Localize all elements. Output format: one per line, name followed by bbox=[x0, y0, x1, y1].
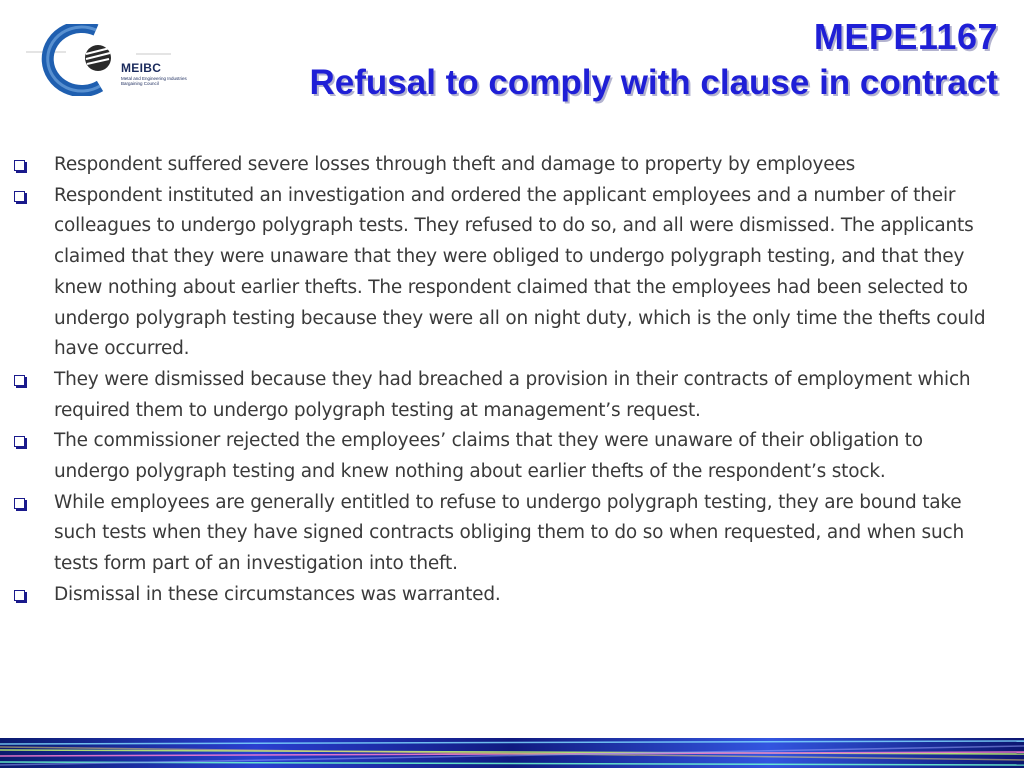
title-code: MEPE1167 bbox=[813, 16, 998, 57]
title-main: Refusal to comply with clause in contract bbox=[309, 63, 998, 102]
list-item bbox=[12, 365, 987, 426]
checkbox-bullet-icon bbox=[14, 590, 25, 601]
logo-name: MEIBC bbox=[121, 61, 162, 75]
checkbox-bullet-icon bbox=[14, 191, 25, 202]
checkbox-bullet-icon bbox=[14, 436, 25, 447]
meibc-logo bbox=[26, 24, 187, 96]
bullet-text: While employees are generally entitled to refuse to undergo polygraph testing, they are bound take such tests when they have signed contracts obliging them to do so when requested, and when such tests form part of an investigation into theft. bbox=[54, 491, 965, 575]
decorative-footer-band bbox=[0, 738, 1024, 768]
bullet-text: The commissioner rejected the employees’ claims that they were unaware of their obligation to undergo polygraph testing and knew nothing about earlier thefts of the respondent’s stock. bbox=[54, 430, 923, 483]
logo-subtitle: Metal and Engineering Industries Bargaining Council bbox=[121, 76, 187, 86]
list-item bbox=[12, 181, 987, 365]
footer-band-graphic bbox=[0, 738, 1024, 768]
slide-title bbox=[310, 14, 998, 106]
bullet-text: Respondent instituted an investigation and ordered the applicant employees and a number of their colleagues to undergo polygraph tests. They refused to do so, and all were dismissed. The applicants claimed that they were unaware that they were obliged to undergo polygraph testing, and that they knew nothing about earlier thefts. The respondent claimed that the employees had been selected to undergo polygraph testing because they were all on night duty, which is the only time the thefts could have occurred. bbox=[54, 184, 986, 360]
bullet-list bbox=[12, 150, 987, 611]
list-item bbox=[12, 488, 987, 580]
checkbox-bullet-icon bbox=[14, 498, 25, 509]
bullet-text: Dismissal in these circumstances was warranted. bbox=[54, 583, 501, 605]
bullet-text: They were dismissed because they had breached a provision in their contracts of employment which required them to undergo polygraph testing at management’s request. bbox=[54, 368, 971, 421]
checkbox-bullet-icon bbox=[14, 160, 25, 171]
bullet-text: Respondent suffered severe losses through theft and damage to property by employees bbox=[54, 154, 856, 175]
list-item bbox=[12, 580, 987, 611]
checkbox-bullet-icon bbox=[14, 375, 25, 386]
list-item bbox=[12, 150, 987, 181]
list-item bbox=[12, 426, 987, 487]
